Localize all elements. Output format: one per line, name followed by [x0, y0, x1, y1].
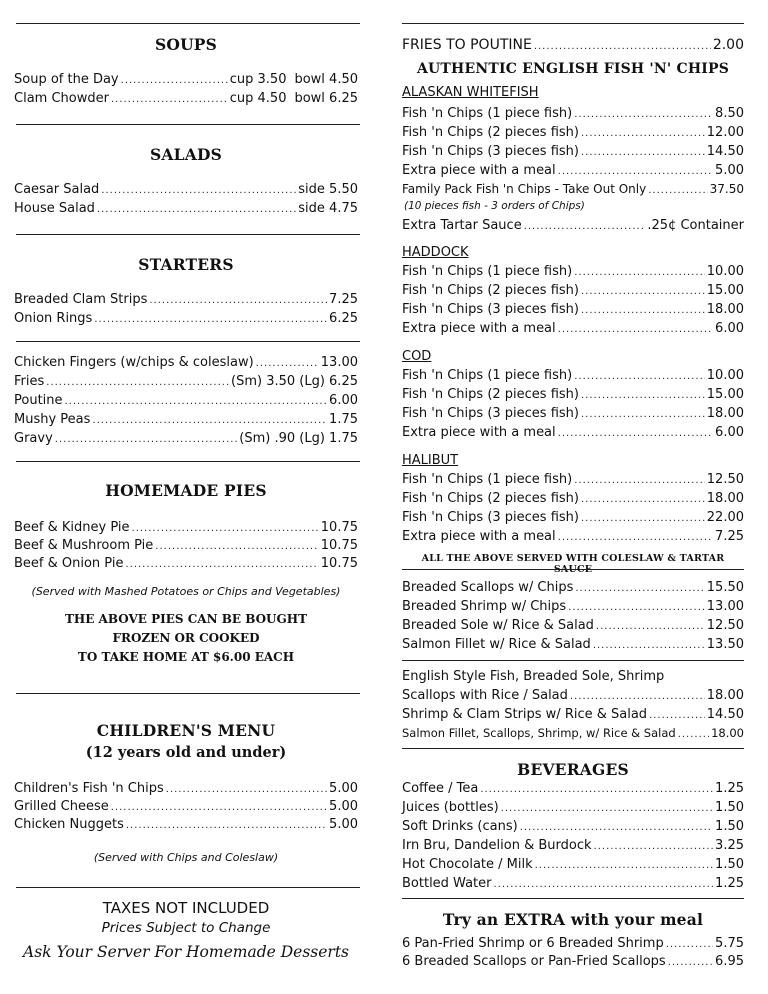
- menu-item: Caesar Salad ..... side 5.50: [14, 180, 358, 199]
- pies-takehome-line1: THE ABOVE PIES CAN BE BOUGHT: [64, 612, 308, 626]
- menu-item: Fish 'n Chips (2 pieces fish) ..... 15.00: [402, 385, 744, 404]
- menu-item: Salmon Fillet w/ Rice & Salad ..... 13.50: [402, 635, 744, 654]
- desserts-note: Ask Your Server For Homemade Desserts: [23, 943, 349, 961]
- menu-item: Breaded Sole w/ Rice & Salad ..... 12.50: [402, 616, 744, 635]
- children-heading: CHILDREN'S MENU: [96, 721, 276, 740]
- menu-item: Fish 'n Chips (3 pieces fish) ..... 14.50: [402, 142, 744, 161]
- beverages-heading: BEVERAGES: [517, 760, 629, 779]
- menu-item: Fish 'n Chips (1 piece fish) ..... 10.00: [402, 262, 744, 281]
- halibut-heading: HALIBUT: [402, 453, 459, 468]
- starters-heading: STARTERS: [138, 255, 234, 274]
- salads-heading: SALADS: [150, 145, 222, 164]
- taxes-note: TAXES NOT INCLUDED: [102, 899, 270, 917]
- menu-item: Onion Rings ..... 6.25: [14, 309, 358, 328]
- menu-item: Hot Chocolate / Milk ..... 1.50: [402, 855, 744, 874]
- menu-item: Shrimp & Clam Strips w/ Rice & Salad ..... 14.50: [402, 705, 744, 724]
- divider: [16, 887, 360, 888]
- menu-item: House Salad ..... side 4.75: [14, 199, 358, 218]
- menu-item: Chicken Nuggets ..... 5.00: [14, 815, 358, 834]
- pies-takehome-line3: TO TAKE HOME AT $6.00 EACH: [77, 650, 295, 664]
- cod-heading: COD: [402, 349, 432, 364]
- divider: [402, 898, 744, 899]
- menu-item: Children's Fish 'n Chips ..... 5.00: [14, 779, 358, 798]
- children-served-note: (Served with Chips and Coleslaw): [93, 851, 279, 864]
- menu-item: Extra piece with a meal ..... 6.00: [402, 423, 744, 442]
- menu-item: Fish 'n Chips (3 pieces fish) ..... 18.00: [402, 300, 744, 319]
- extra-heading: Try an EXTRA with your meal: [442, 910, 704, 929]
- divider: [16, 461, 360, 462]
- menu-item: Grilled Cheese ..... 5.00: [14, 797, 358, 816]
- menu-item: Beef & Kidney Pie ..... 10.75: [14, 518, 358, 537]
- menu-item: Fish 'n Chips (2 pieces fish) ..... 18.00: [402, 489, 744, 508]
- menu-item: Extra piece with a meal ..... 5.00: [402, 161, 744, 180]
- menu-item: Scallops with Rice / Salad ..... 18.00: [402, 686, 744, 705]
- menu-item: 6 Pan-Fried Shrimp or 6 Breaded Shrimp ..... 5.75: [402, 934, 744, 953]
- divider: [16, 693, 360, 694]
- alaskan-heading: ALASKAN WHITEFISH: [402, 85, 539, 100]
- menu-item: Family Pack Fish 'n Chips - Take Out Only ..... 37.50: [402, 180, 744, 199]
- menu-item: Fish 'n Chips (1 piece fish) ..... 8.50: [402, 104, 744, 123]
- divider: [16, 341, 360, 342]
- menu-item: Fries ..... (Sm) 3.50 (Lg) 6.25: [14, 372, 358, 391]
- menu-item: Mushy Peas ..... 1.75: [14, 410, 358, 429]
- pies-served-note: (Served with Mashed Potatoes or Chips and Vegetables): [31, 585, 341, 598]
- menu-item: Gravy ..... (Sm) .90 (Lg) 1.75: [14, 429, 358, 448]
- menu-item: Extra Tartar Sauce ..... .25¢ Container: [402, 216, 744, 235]
- haddock-heading: HADDOCK: [402, 245, 469, 260]
- divider: [402, 660, 744, 661]
- divider: [402, 23, 744, 24]
- menu-item: Beef & Mushroom Pie ..... 10.75: [14, 536, 358, 555]
- menu-item: Salmon Fillet, Scallops, Shrimp, w/ Rice & Salad ..... 18.00: [402, 724, 744, 743]
- served-all-note: ALL THE ABOVE SERVED WITH COLESLAW & TARTAR: [421, 553, 725, 564]
- menu-item: Irn Bru, Dandelion & Burdock ..... 3.25: [402, 836, 744, 855]
- menu-item: Fish 'n Chips (1 piece fish) ..... 10.00: [402, 366, 744, 385]
- menu-item: Poutine ..... 6.00: [14, 391, 358, 410]
- menu-item: Fish 'n Chips (3 pieces fish) ..... 22.00: [402, 508, 744, 527]
- menu-item: Breaded Clam Strips ..... 7.25: [14, 290, 358, 309]
- fish-heading: AUTHENTIC ENGLISH FISH 'N' CHIPS: [416, 61, 730, 77]
- menu-item: 6 Breaded Scallops or Pan-Fried Scallops ..... 6.95: [402, 952, 744, 971]
- menu-item: FRIES TO POUTINE ..... 2.00: [402, 36, 744, 55]
- menu-item: Breaded Shrimp w/ Chips ..... 13.00: [402, 597, 744, 616]
- menu-item: Breaded Scallops w/ Chips ..... 15.50: [402, 578, 744, 597]
- prices-note: Prices Subject to Change: [101, 920, 271, 936]
- divider: [16, 23, 360, 24]
- menu-item: Soft Drinks (cans) ..... 1.50: [402, 817, 744, 836]
- menu-item: Fish 'n Chips (3 pieces fish) ..... 18.00: [402, 404, 744, 423]
- pies-heading: HOMEMADE PIES: [105, 481, 267, 500]
- menu-item: Fish 'n Chips (1 piece fish) ..... 12.50: [402, 470, 744, 489]
- divider: [16, 124, 360, 125]
- soups-heading: SOUPS: [154, 35, 218, 54]
- menu-item: Coffee / Tea ..... 1.25: [402, 779, 744, 798]
- menu-item: Extra piece with a meal ..... 6.00: [402, 319, 744, 338]
- children-subtitle: (12 years old and under): [85, 744, 287, 761]
- pies-takehome-line2: FROZEN OR COOKED: [112, 631, 260, 645]
- menu-item: English Style Fish, Breaded Sole, Shrimp: [402, 669, 665, 684]
- menu-item: Juices (bottles) ..... 1.50: [402, 798, 744, 817]
- divider: [402, 748, 744, 749]
- menu-item: Chicken Fingers (w/chips & coleslaw) ..... 13.00: [14, 353, 358, 372]
- menu-item: Fish 'n Chips (2 pieces fish) ..... 12.00: [402, 123, 744, 142]
- menu-item: Clam Chowder ..... cup 4.50 bowl 6.25: [14, 89, 358, 108]
- menu-item: Soup of the Day ..... cup 3.50 bowl 4.50: [14, 70, 358, 89]
- menu-item: Extra piece with a meal ..... 7.25: [402, 527, 744, 546]
- divider: [402, 569, 744, 570]
- menu-item: Bottled Water ..... 1.25: [402, 874, 744, 893]
- divider: [16, 234, 360, 235]
- family-pack-note: (10 pieces fish - 3 orders of Chips): [404, 200, 585, 212]
- menu-item: Beef & Onion Pie ..... 10.75: [14, 554, 358, 573]
- menu-item: Fish 'n Chips (2 pieces fish) ..... 15.00: [402, 281, 744, 300]
